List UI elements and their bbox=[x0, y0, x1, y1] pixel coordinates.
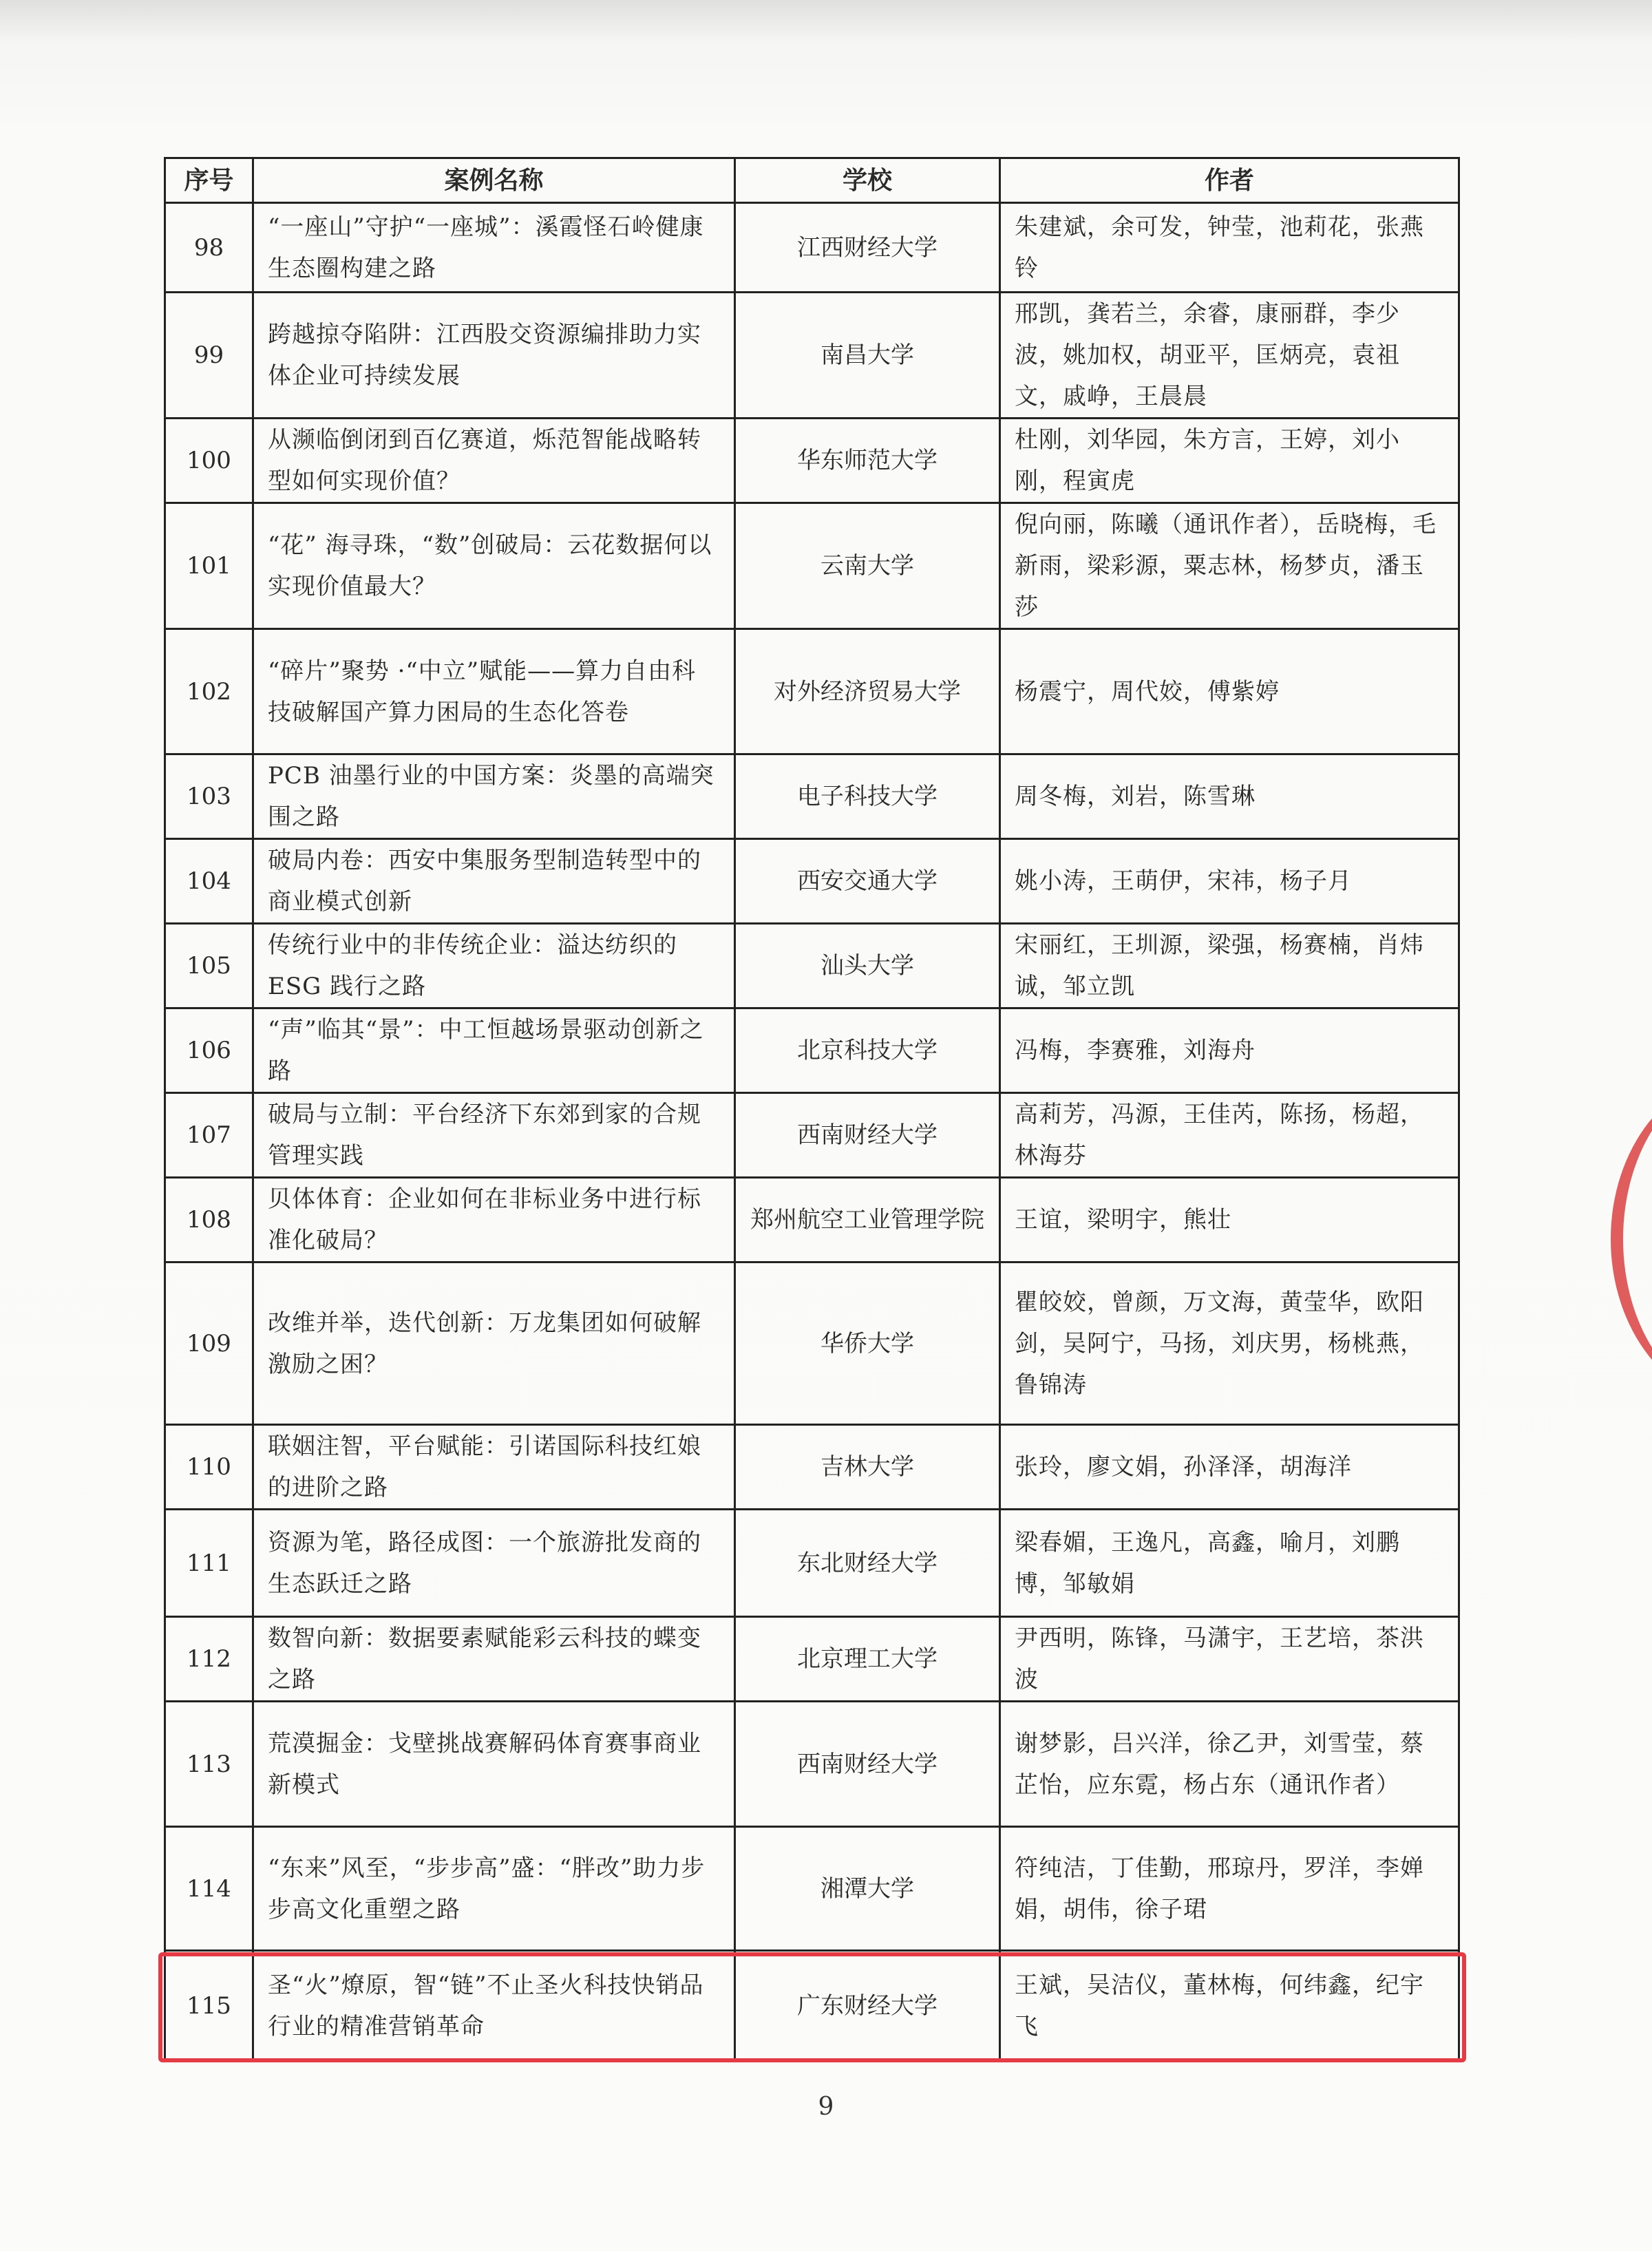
author-list: 周冬梅，刘岩，陈雪琳 bbox=[1000, 754, 1459, 839]
scan-shadow bbox=[0, 0, 1652, 41]
case-title: 数智向新：数据要素赋能彩云科技的蝶变之路 bbox=[253, 1617, 735, 1702]
case-title: “声”临其“景”：中工恒越场景驱动创新之路 bbox=[253, 1008, 735, 1093]
table-row bbox=[165, 1702, 1459, 1827]
author-list: 冯梅，李赛雅，刘海舟 bbox=[1000, 1008, 1459, 1093]
case-title: 破局内卷：西安中集服务型制造转型中的商业模式创新 bbox=[253, 839, 735, 924]
table-row bbox=[165, 754, 1459, 839]
row-number: 102 bbox=[165, 629, 253, 754]
school-name: 东北财经大学 bbox=[735, 1510, 1000, 1617]
author-list: 姚小涛，王萌伊，宋祎，杨子月 bbox=[1000, 839, 1459, 924]
row-number: 104 bbox=[165, 839, 253, 924]
school-name: 郑州航空工业管理学院 bbox=[735, 1178, 1000, 1262]
row-number: 111 bbox=[165, 1510, 253, 1617]
author-list: 梁春媚，王逸凡，高鑫，喻月，刘鹏博，邹敏娟 bbox=[1000, 1510, 1459, 1617]
table-row bbox=[165, 503, 1459, 629]
school-name: 吉林大学 bbox=[735, 1425, 1000, 1510]
table-row bbox=[165, 203, 1459, 293]
case-title: 贝体体育：企业如何在非标业务中进行标准化破局？ bbox=[253, 1178, 735, 1262]
row-number: 115 bbox=[165, 1951, 253, 2061]
school-name: 云南大学 bbox=[735, 503, 1000, 629]
case-title: “东来”风至，“步步高”盛：“胖改”助力步步高文化重塑之路 bbox=[253, 1827, 735, 1951]
case-title: 改维并举，迭代创新：万龙集团如何破解激励之困？ bbox=[253, 1262, 735, 1425]
header-num: 序号 bbox=[165, 158, 253, 203]
red-seal-stamp bbox=[1604, 1074, 1652, 1404]
case-title: 传统行业中的非传统企业：溢达纺织的ESG 践行之路 bbox=[253, 924, 735, 1008]
author-list: 王谊，梁明宇，熊壮 bbox=[1000, 1178, 1459, 1262]
row-number: 100 bbox=[165, 419, 253, 503]
row-number: 99 bbox=[165, 293, 253, 419]
case-title: “一座山”守护“一座城”：溪霞怪石岭健康生态圈构建之路 bbox=[253, 203, 735, 293]
row-number: 98 bbox=[165, 203, 253, 293]
school-name: 北京科技大学 bbox=[735, 1008, 1000, 1093]
author-list: 高莉芳，冯源，王佳芮，陈扬，杨超，林海芬 bbox=[1000, 1093, 1459, 1178]
author-list: 符纯洁，丁佳勤，邢琼丹，罗洋，李婵娟，胡伟，徐子珺 bbox=[1000, 1827, 1459, 1951]
school-name: 江西财经大学 bbox=[735, 203, 1000, 293]
case-title: 从濒临倒闭到百亿赛道，烁范智能战略转型如何实现价值？ bbox=[253, 419, 735, 503]
row-number: 101 bbox=[165, 503, 253, 629]
author-list: 王斌，吴洁仪，董林梅，何纬鑫，纪宇飞 bbox=[1000, 1951, 1459, 2061]
row-number: 113 bbox=[165, 1702, 253, 1827]
school-name: 西安交通大学 bbox=[735, 839, 1000, 924]
header-school: 学校 bbox=[735, 158, 1000, 203]
header-authors: 作者 bbox=[1000, 158, 1459, 203]
header-title: 案例名称 bbox=[253, 158, 735, 203]
school-name: 南昌大学 bbox=[735, 293, 1000, 419]
author-list: 张玲，廖文娟，孙泽泽，胡海洋 bbox=[1000, 1425, 1459, 1510]
cases-table bbox=[164, 157, 1460, 2062]
page-number: 9 bbox=[818, 2093, 834, 2121]
table-row bbox=[165, 1093, 1459, 1178]
school-name: 西南财经大学 bbox=[735, 1093, 1000, 1178]
table-row bbox=[165, 1617, 1459, 1702]
author-list: 谢梦影，吕兴洋，徐乙尹，刘雪莹，蔡芷怡，应东霓，杨占东（通讯作者） bbox=[1000, 1702, 1459, 1827]
table-row bbox=[165, 839, 1459, 924]
table-row bbox=[165, 293, 1459, 419]
school-name: 湘潭大学 bbox=[735, 1827, 1000, 1951]
row-number: 103 bbox=[165, 754, 253, 839]
row-number: 106 bbox=[165, 1008, 253, 1093]
row-number: 114 bbox=[165, 1827, 253, 1951]
case-title: 荒漠掘金：戈壁挑战赛解码体育赛事商业新模式 bbox=[253, 1702, 735, 1827]
school-name: 西南财经大学 bbox=[735, 1702, 1000, 1827]
case-title: 资源为笔，路径成图：一个旅游批发商的生态跃迁之路 bbox=[253, 1510, 735, 1617]
header-row bbox=[165, 158, 1459, 203]
table-row bbox=[165, 1827, 1459, 1951]
row-number: 110 bbox=[165, 1425, 253, 1510]
table-row bbox=[165, 1425, 1459, 1510]
highlight-box bbox=[158, 1952, 1466, 2062]
author-list: 瞿皎姣，曾颜，万文海，黄莹华，欧阳剑，吴阿宁，马扬，刘庆男，杨桃燕，鲁锦涛 bbox=[1000, 1262, 1459, 1425]
author-list: 宋丽红，王圳源，梁强，杨赛楠，肖炜诚，邹立凯 bbox=[1000, 924, 1459, 1008]
school-name: 汕头大学 bbox=[735, 924, 1000, 1008]
table-row bbox=[165, 629, 1459, 754]
author-list: 邢凯，龚若兰，余睿，康丽群，李少波，姚加权，胡亚平，匡炳亮，袁祖文，戚峥，王晨晨 bbox=[1000, 293, 1459, 419]
row-number: 108 bbox=[165, 1178, 253, 1262]
case-title: 破局与立制：平台经济下东郊到家的合规管理实践 bbox=[253, 1093, 735, 1178]
row-number: 107 bbox=[165, 1093, 253, 1178]
table-row bbox=[165, 419, 1459, 503]
author-list: 杜刚，刘华园，朱方言，王婷，刘小刚，程寅虎 bbox=[1000, 419, 1459, 503]
author-list: 杨震宁，周代姣，傅紫婷 bbox=[1000, 629, 1459, 754]
row-number: 109 bbox=[165, 1262, 253, 1425]
case-title: “花” 海寻珠，“数”创破局：云花数据何以实现价值最大？ bbox=[253, 503, 735, 629]
school-name: 电子科技大学 bbox=[735, 754, 1000, 839]
table-row bbox=[165, 1008, 1459, 1093]
case-title: 联姻注智，平台赋能：引诺国际科技红娘的进阶之路 bbox=[253, 1425, 735, 1510]
table-row bbox=[165, 1510, 1459, 1617]
school-name: 广东财经大学 bbox=[735, 1951, 1000, 2061]
author-list: 朱建斌，余可发，钟莹，池莉花，张燕铃 bbox=[1000, 203, 1459, 293]
school-name: 华东师范大学 bbox=[735, 419, 1000, 503]
case-title: 圣“火”燎原，智“链”不止圣火科技快销品行业的精准营销革命 bbox=[253, 1951, 735, 2061]
table-row bbox=[165, 1178, 1459, 1262]
author-list: 尹西明，陈锋，马潇宇，王艺培，茶洪波 bbox=[1000, 1617, 1459, 1702]
case-title: “碎片”聚势 ·“中立”赋能——算力自由科技破解国产算力困局的生态化答卷 bbox=[253, 629, 735, 754]
case-title: PCB 油墨行业的中国方案：炎墨的高端突围之路 bbox=[253, 754, 735, 839]
school-name: 对外经济贸易大学 bbox=[735, 629, 1000, 754]
school-name: 华侨大学 bbox=[735, 1262, 1000, 1425]
row-number: 112 bbox=[165, 1617, 253, 1702]
table-row bbox=[165, 1262, 1459, 1425]
school-name: 北京理工大学 bbox=[735, 1617, 1000, 1702]
table-row bbox=[165, 924, 1459, 1008]
author-list: 倪向丽，陈曦（通讯作者），岳晓梅，毛新雨，梁彩源，粟志林，杨梦贞，潘玉莎 bbox=[1000, 503, 1459, 629]
case-title: 跨越掠夺陷阱：江西股交资源编排助力实体企业可持续发展 bbox=[253, 293, 735, 419]
row-number: 105 bbox=[165, 924, 253, 1008]
